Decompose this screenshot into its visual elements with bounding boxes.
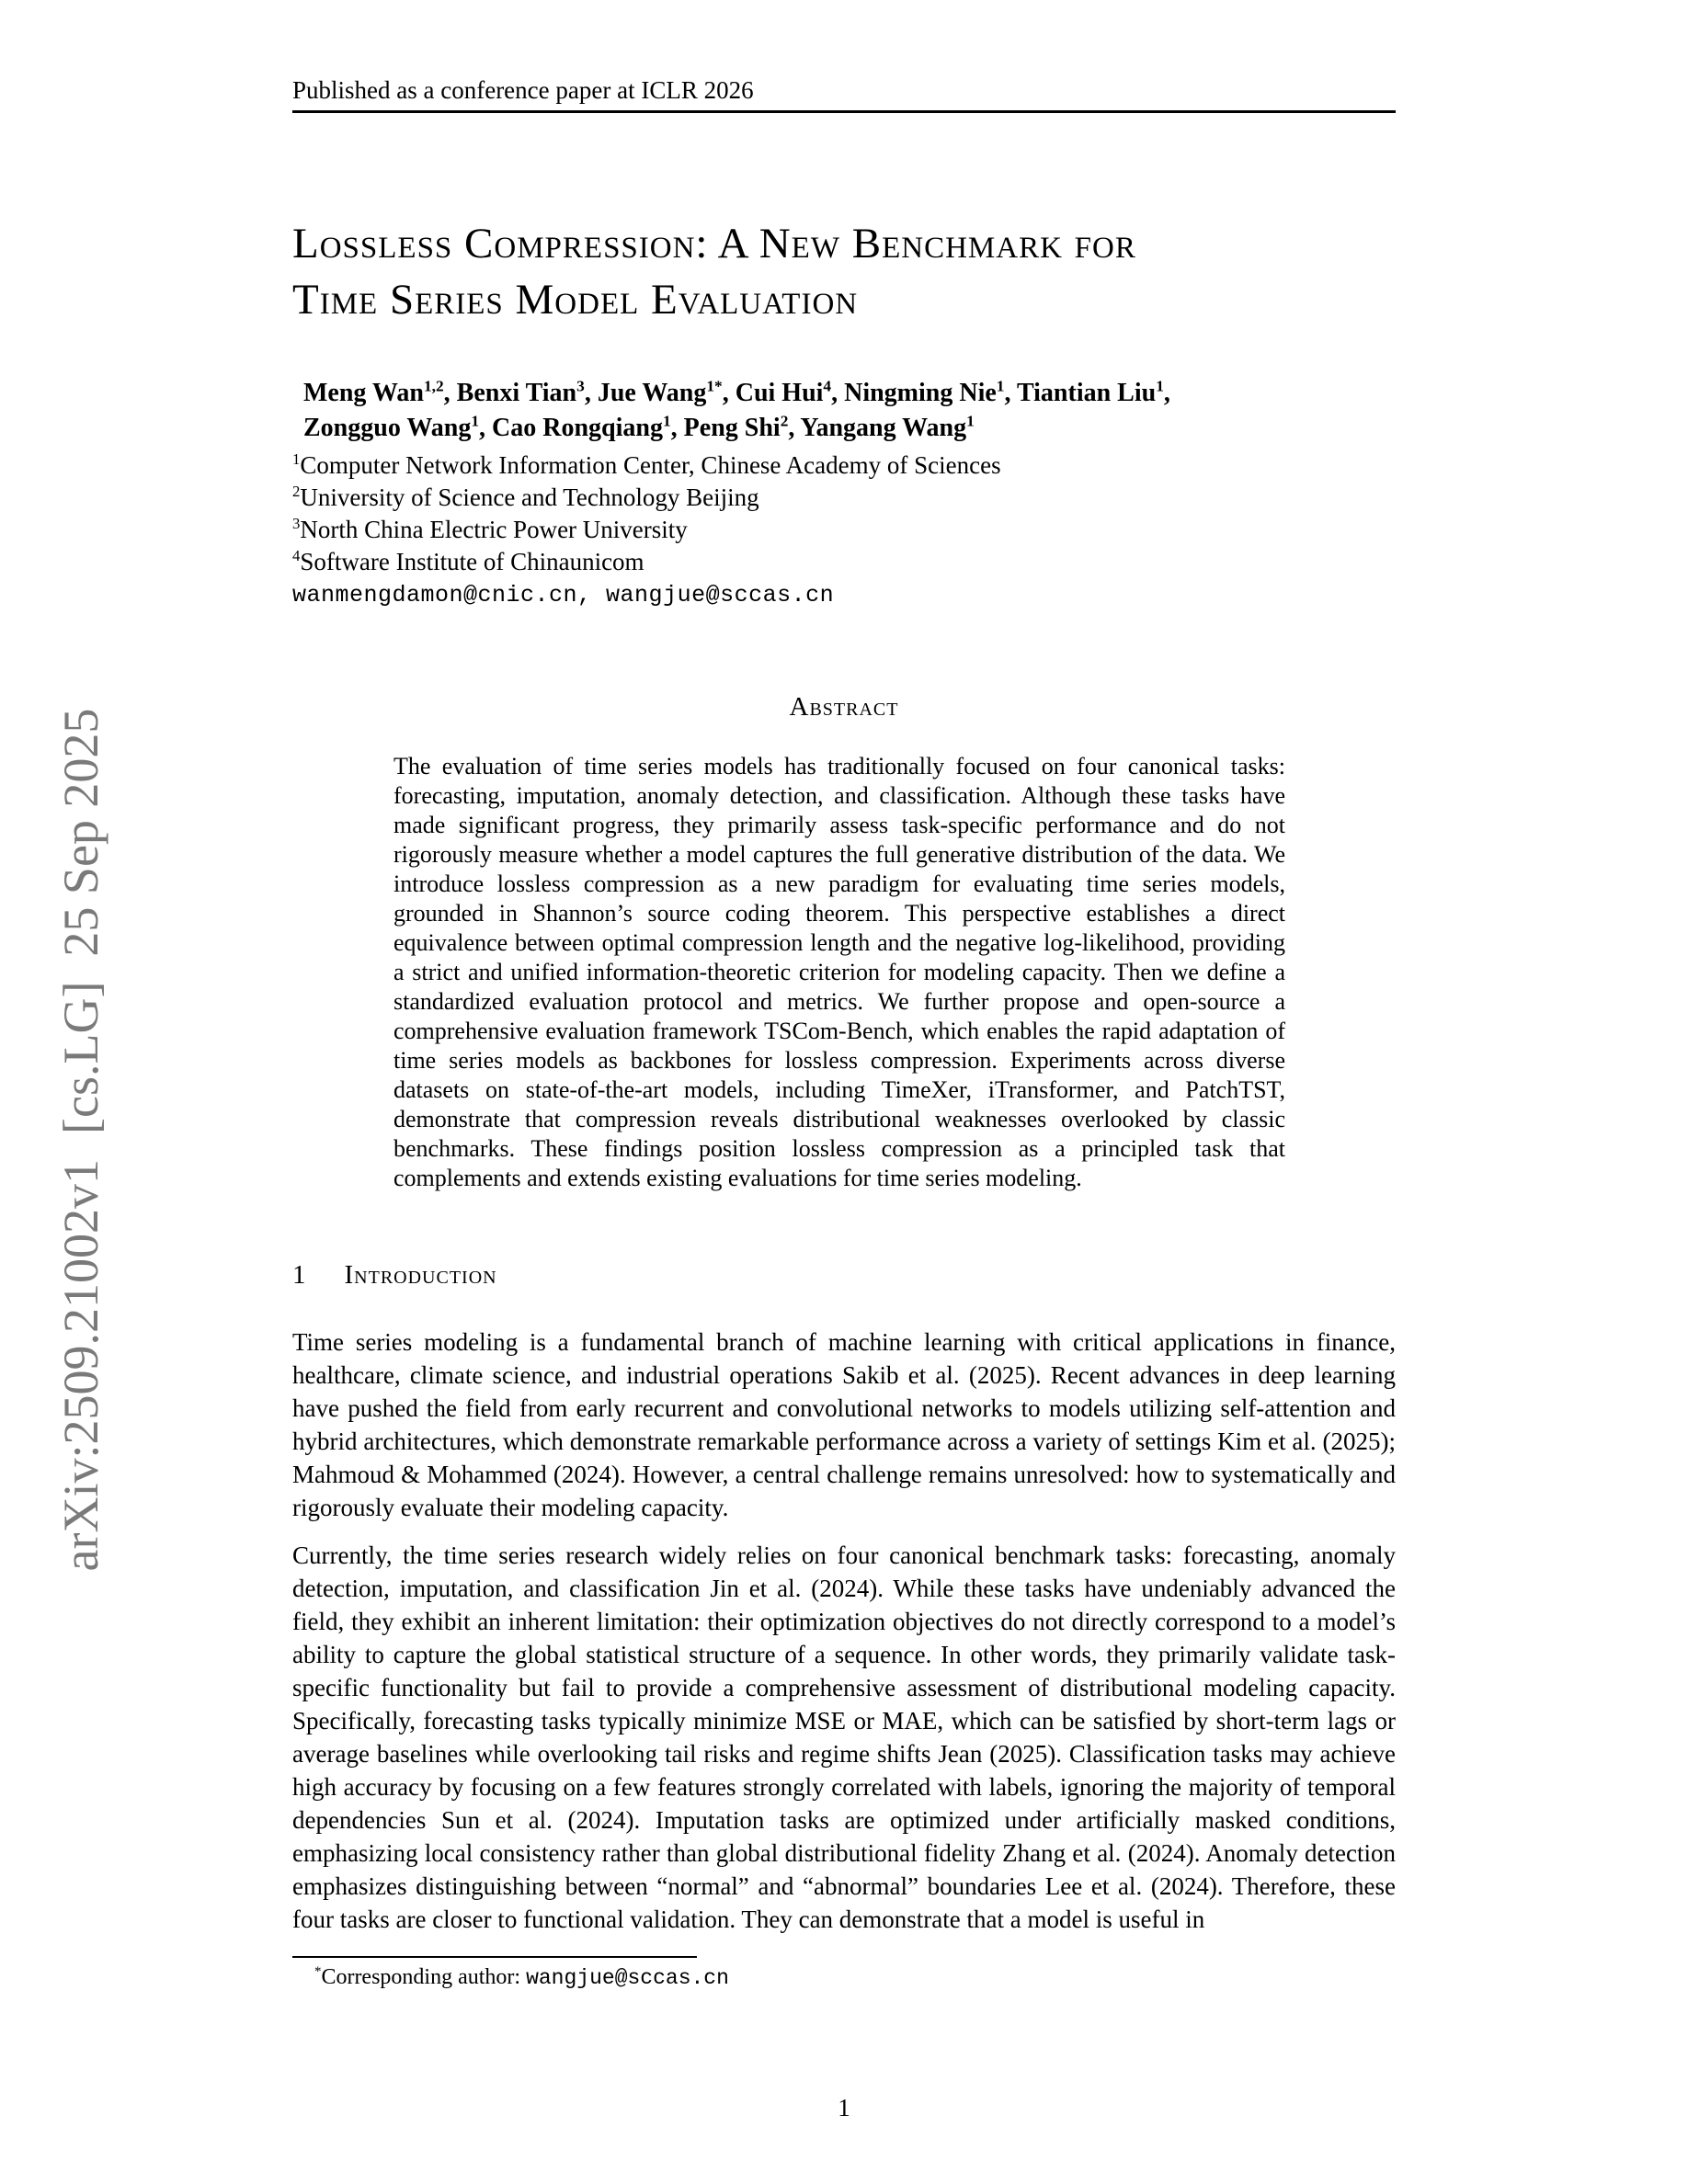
corresponding-author-footnote: [292, 1963, 1396, 1992]
author-affiliation-marker: 1: [1156, 377, 1164, 395]
author-affiliation-marker: 1: [996, 377, 1005, 395]
author-affiliation-marker: 1: [471, 412, 480, 430]
abstract-text: The evaluation of time series models has traditionally focused on four canonical tasks: forecasting, imputation, anomaly detection, and classification. Although these tasks have made significant progress, they primarily assess task-specific performance and do not rigorously measure whether a model captures the full generative distribution of the data. We introduce lossless compression as a new paradigm for evaluating time series models, grounded in Shannon’s source coding theorem. This perspective establishes a direct equivalence between optimal compression length and the negative log-likelihood, providing a strict and unified information-theoretic criterion for modeling capacity. Then we define a standardized evaluation protocol and metrics. We further propose and open-source a comprehensive evaluation framework TSCom-Bench, which enables the rapid adaptation of time series models as backbones for lossless compression. Experiments across diverse datasets on state-of-the-art models, including TimeXer, iTransformer, and PatchTST, demonstrate that compression reveals distributional weaknesses overlooked by classic benchmarks. These findings position lossless compression as a principled task that complements and extends existing evaluations for time series modeling.: [393, 753, 1285, 1191]
section-title: Introduction: [344, 1260, 497, 1290]
author-affiliation-marker: 1,2: [423, 377, 444, 395]
footnote-marker: *: [314, 1964, 322, 1979]
author-emails: wanmengdamon@cnic.cn, wangjue@sccas.cn: [292, 582, 835, 609]
affiliation-marker: 4: [292, 547, 301, 564]
author-name: , Cui Hui: [722, 379, 824, 407]
paper-title: [292, 216, 1396, 328]
author-affiliation-marker: 2: [780, 412, 789, 430]
affiliation-marker: 2: [292, 483, 301, 500]
affiliation-text: Software Institute of Chinaunicom: [300, 548, 644, 575]
affiliation-marker: 3: [292, 515, 301, 532]
author-name: , Tiantian Liu: [1004, 379, 1157, 407]
intro-paragraph-1: Time series modeling is a fundamental branch of machine learning with critical applications in finance, healthcare, climate science, and industrial operations Sakib et al. (2025). Recent advances in deep learning have pushed the field from early recurrent and convolutional networks to models utilizing self-attention and hybrid architectures, which demonstrate remarkable performance across a variety of settings Kim et al. (2025); Mahmoud & Mohammed (2024). However, a central challenge remains unresolved: how to systematically and rigorously evaluate their modeling capacity.: [292, 1328, 1396, 1521]
author-name: , Jue Wang: [584, 379, 707, 407]
affiliation-text: Computer Network Information Center, Chinese Academy of Sciences: [300, 451, 1001, 479]
author-affiliation-marker: 4: [823, 377, 832, 395]
footnote-rule: [292, 1956, 697, 1958]
page-number: 1: [838, 2094, 850, 2121]
author-name: , Cao Rongqiang: [479, 414, 663, 442]
affiliation-text: North China Electric Power University: [300, 516, 688, 543]
author-name: , Peng Shi: [670, 414, 781, 442]
arxiv-watermark: arXiv:2509.21002v1 [cs.LG] 25 Sep 2025: [53, 708, 108, 1572]
author-affiliation-marker: 1: [966, 412, 975, 430]
header-rule: [292, 110, 1396, 113]
affiliation-marker: 1: [292, 450, 301, 468]
affiliation-list: [292, 449, 1396, 578]
author-line-1: [303, 376, 1396, 411]
abstract-heading: Abstract: [789, 692, 899, 722]
author-name: , Benxi Tian: [443, 379, 577, 407]
author-affiliation-marker: 1*: [706, 377, 723, 395]
section-heading-introduction: [292, 1257, 1396, 1292]
affiliation-2: [292, 482, 1396, 514]
author-line-2: [303, 411, 1396, 446]
paper-title-line1: Lossless Compression: A New Benchmark for: [292, 220, 1136, 267]
author-list: [292, 376, 1396, 446]
author-separator: ,: [1163, 379, 1170, 407]
affiliation-1: [292, 449, 1396, 482]
paper-page-content: [292, 0, 1396, 1992]
affiliation-3: [292, 514, 1396, 546]
author-name: Meng Wan: [303, 379, 424, 407]
section-number: 1: [292, 1260, 306, 1290]
author-name: , Yangang Wang: [788, 414, 967, 442]
author-name: Zongguo Wang: [303, 414, 472, 442]
intro-paragraph-2: Currently, the time series research widely relies on four canonical benchmark tasks: forecasting, anomaly detection, imputation, and classification Jin et al. (2024). While these tasks have undeniably advanced the field, they exhibit an inherent limitation: their optimization objectives do not directly correspond to a model’s ability to capture the global statistical structure of a sequence. In other words, they primarily validate task-specific functionality but fail to provide a comprehensive assessment of distributional modeling capacity. Specifically, forecasting tasks typically minimize MSE or MAE, which can be satisfied by short-term lags or average baselines while overlooking tail risks and regime shifts Jean (2025). Classification tasks may achieve high accuracy by focusing on a few features strongly correlated with labels, ignoring the majority of temporal dependencies Sun et al. (2024). Imputation tasks are optimized under artificially masked conditions, emphasizing local consistency rather than global distributional fidelity Zhang et al. (2024). Anomaly detection emphasizes distinguishing between “normal” and “abnormal” boundaries Lee et al. (2024). Therefore, these four tasks are closer to functional validation. They can demonstrate that a model is useful in: [292, 1541, 1396, 1933]
footnote-text: Corresponding author:: [321, 1965, 527, 1989]
author-affiliation-marker: 1: [662, 412, 671, 430]
affiliation-text: University of Science and Technology Beijing: [300, 483, 759, 511]
running-header: Published as a conference paper at ICLR 2026: [292, 76, 754, 104]
author-name: , Ningming Nie: [831, 379, 997, 407]
affiliation-4: [292, 546, 1396, 578]
paper-title-line2: Time Series Model Evaluation: [292, 276, 859, 324]
footnote-email: wangjue@sccas.cn: [526, 1966, 729, 1990]
author-affiliation-marker: 3: [576, 377, 585, 395]
